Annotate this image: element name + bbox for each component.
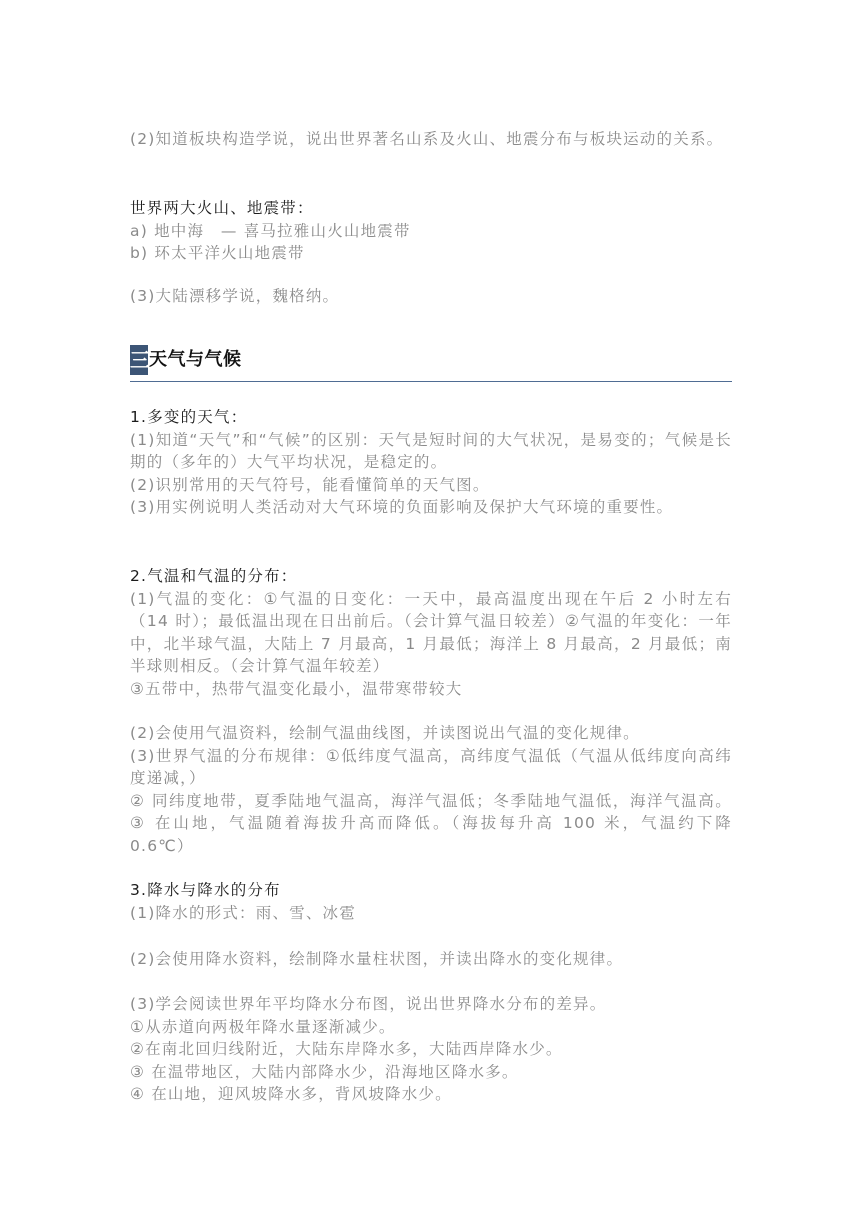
volcano-belts-heading: 世界两大火山、地震带： <box>130 199 314 217</box>
precipitation-block-3 <box>130 993 732 1106</box>
weather-point-3: (3)用实例说明人类活动对大气环境的负面影响及保护大气环境的重要性。 <box>130 498 674 517</box>
temperature-point-3: (3)世界气温的分布规律：①低纬度气温高，高纬度气温低（气温从低纬度向高纬度递减，） <box>130 746 732 788</box>
continental-drift-block <box>130 285 732 308</box>
section-heading <box>130 345 732 382</box>
tectonics-block <box>130 128 732 151</box>
volcano-belt-a: a) 地中海 — 喜马拉雅山火山地震带 <box>130 221 411 240</box>
volcano-belts-block <box>130 197 732 265</box>
temperature-point-2: (2)会使用气温资料，绘制气温曲线图，并读图说出气温的变化规律。 <box>130 724 640 742</box>
volcano-belt-b: b) 环太平洋火山地震带 <box>130 244 305 263</box>
temperature-point-1-zones: ③五带中，热带气温变化最小，温带寒带较大 <box>130 679 463 698</box>
precipitation-item-4: ④ 在山地，迎风坡降水多，背风坡降水少。 <box>130 1085 452 1104</box>
precipitation-point-2: (2)会使用降水资料，绘制降水量柱状图，并读出降水的变化规律。 <box>130 950 624 968</box>
temperature-heading: 2.气温和气温的分布： <box>130 567 298 585</box>
precipitation-block-2 <box>130 948 732 971</box>
temperature-block <box>130 565 732 701</box>
precipitation-item-1: ①从赤道向两极年降水量逐渐减少。 <box>130 1017 396 1036</box>
precipitation-item-3: ③ 在温带地区，大陆内部降水少，沿海地区降水多。 <box>130 1062 519 1081</box>
tectonics-point-2: (2)知道板块构造学说，说出世界著名山系及火山、地震分布与板块运动的关系。 <box>130 130 724 148</box>
temperature-point-4: ② 同纬度地带，夏季陆地气温高，海洋气温低；冬季陆地气温低，海洋气温高。 ③ 在山地，气温随着海拔升高而降低。（海拔每升高 100 米，气温约下降 0.6℃） <box>130 791 732 855</box>
precipitation-point-3: (3)学会阅读世界年平均降水分布图，说出世界降水分布的差异。 <box>130 995 607 1013</box>
weather-point-2: (2)识别常用的天气符号，能看懂简单的天气图。 <box>130 475 490 494</box>
precipitation-item-2: ②在南北回归线附近，大陆东岸降水多，大陆西岸降水少。 <box>130 1040 563 1059</box>
precipitation-block <box>130 879 732 924</box>
temperature-point-1: (1)气温的变化：①气温的日变化：一天中，最高温度出现在午后 2 小时左右（14 时）；最低温出现在日出前后。（会计算气温日较差）②气温的年变化：一年中，北半球气温，大陆上 7 月最高，1 月最低；海洋上 8 月最高，2 月最低；南半球则相反。（会计算气温年较差） <box>130 589 732 676</box>
section-title: 天气与气候 <box>149 349 242 370</box>
precipitation-point-1: (1)降水的形式：雨、雪、冰雹 <box>130 903 356 922</box>
tectonics-point-3: (3)大陆漂移学说，魏格纳。 <box>130 287 340 305</box>
precipitation-heading: 3.降水与降水的分布 <box>130 881 281 899</box>
weather-block <box>130 406 732 519</box>
weather-heading: 1.多变的天气： <box>130 408 248 426</box>
temperature-block-2 <box>130 722 732 858</box>
section-number-icon: 三 <box>130 345 148 375</box>
weather-point-1: (1)知道“天气”和“气候”的区别：天气是短时间的大气状况，是易变的；气候是长期的（多年的）大气平均状况，是稳定的。 <box>130 430 732 472</box>
